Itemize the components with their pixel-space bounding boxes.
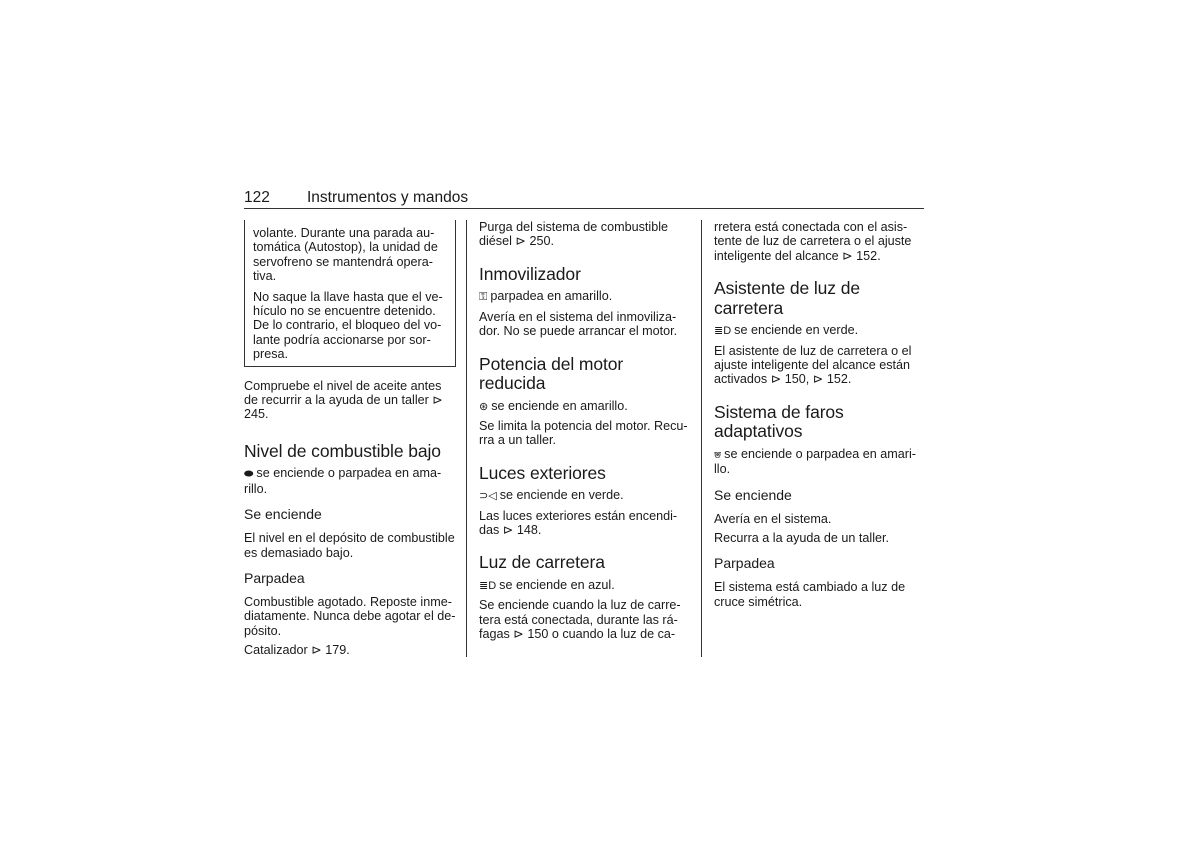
oil-check-text: Compruebe el nivel de aceite antes de recurrir a la ayuda de un taller ⊳ 245. xyxy=(244,378,443,422)
catalyst-ref: Catalizador ⊳ 179. xyxy=(244,643,350,658)
header-divider xyxy=(244,208,924,209)
high-text: Se enciende cuando la luz de carre-tera está conectada, durante las rá-fagas ⊳ 150 o cuando la luz de ca- xyxy=(479,598,681,642)
adaptive-headlight-icon: ⩐ xyxy=(714,448,722,461)
heading-reduced-power: Potencia del motor reducida xyxy=(479,353,624,394)
power-desc: se enciende en amarillo. xyxy=(491,398,628,413)
high-desc: se enciende en azul. xyxy=(499,577,615,592)
column-divider xyxy=(466,220,467,657)
fuel-blink-text: Combustible agotado. Reposte inme-diatamente. Nunca debe agotar el de-pósito. xyxy=(244,595,456,638)
reduced-power-icon: ⊛ xyxy=(479,400,489,413)
subheading-on: Se enciende xyxy=(714,486,792,503)
fuel-desc: se enciende o parpadea en ama-rillo. xyxy=(244,466,442,496)
afs-on-text-2: Recurra a la ayuda de un taller. xyxy=(714,531,890,546)
purge-text: Purga del sistema de combustible diésel ⊳ 250. xyxy=(479,220,669,249)
heading-high-beam-assist: Asistente de luz de carretera xyxy=(714,278,860,318)
immobilizer-key-icon: ⚿ xyxy=(479,291,488,304)
heading-high-beam: Luz de carretera xyxy=(479,552,605,573)
high-beam-icon: ≣D xyxy=(479,579,497,592)
fuel-on-text: El nivel en el depósito de combustible es demasiado bajo. xyxy=(244,531,455,560)
heading-adaptive-headlights: Sistema de faros adaptativos xyxy=(714,401,844,442)
ext-text: Las luces exteriores están encendi-das ⊳ 148. xyxy=(479,508,678,538)
afs-on-text: Avería en el sistema. xyxy=(714,511,832,526)
section-title: Instrumentos y mandos xyxy=(307,189,469,206)
page-number: 122 xyxy=(244,189,270,206)
afs-blink-text: El sistema está cambiado a luz de cruce simétrica. xyxy=(714,580,906,609)
notice-box xyxy=(244,220,456,367)
immo-text: Avería en el sistema del inmoviliza-dor. No se puede arrancar el motor. xyxy=(479,309,678,339)
heading-exterior-lights: Luces exteriores xyxy=(479,462,606,483)
heading-low-fuel: Nivel de combustible bajo xyxy=(244,440,441,461)
column-1 xyxy=(244,220,456,658)
afs-desc: se enciende o parpadea en amari-llo. xyxy=(714,446,916,477)
page-header xyxy=(244,189,924,209)
subheading-blink: Parpadea xyxy=(714,555,775,572)
subheading-on: Se enciende xyxy=(244,506,322,523)
assist-text: El asistente de luz de carretera o el ajuste inteligente del alcance están activados ⊳ 150, ⊳ 152. xyxy=(714,343,912,387)
notice-paragraph: volante. Durante una parada au-tomática (Autostop), la unidad de servofreno se mantendrá opera-tiva. xyxy=(253,226,438,284)
assist-desc: se enciende en verde. xyxy=(734,323,859,338)
column-divider xyxy=(701,220,702,657)
heading-immobilizer: Inmovilizador xyxy=(479,263,581,284)
fuel-warning-icon: ⬬ xyxy=(244,468,254,481)
power-text: Se limita la potencia del motor. Recu-rra a un taller. xyxy=(479,418,688,448)
exterior-lights-icon: ⊃◁ xyxy=(479,490,497,503)
column-3 xyxy=(714,220,926,609)
subheading-blink: Parpadea xyxy=(244,570,305,586)
column-2 xyxy=(479,220,691,642)
ext-desc: se enciende en verde. xyxy=(499,488,624,503)
continued-text: rretera está conectada con el asis-tente de luz de carretera o el ajuste inteligente del alcance ⊳ 152. xyxy=(714,220,912,263)
high-beam-assist-icon: ≣D xyxy=(714,325,732,338)
notice-paragraph: No saque la llave hasta que el ve-hículo no se encuentre detenido. De lo contrario, el bloqueo del vo-lante podría accionarse por sor-presa. xyxy=(253,289,443,362)
immo-desc: parpadea en amarillo. xyxy=(490,289,613,304)
